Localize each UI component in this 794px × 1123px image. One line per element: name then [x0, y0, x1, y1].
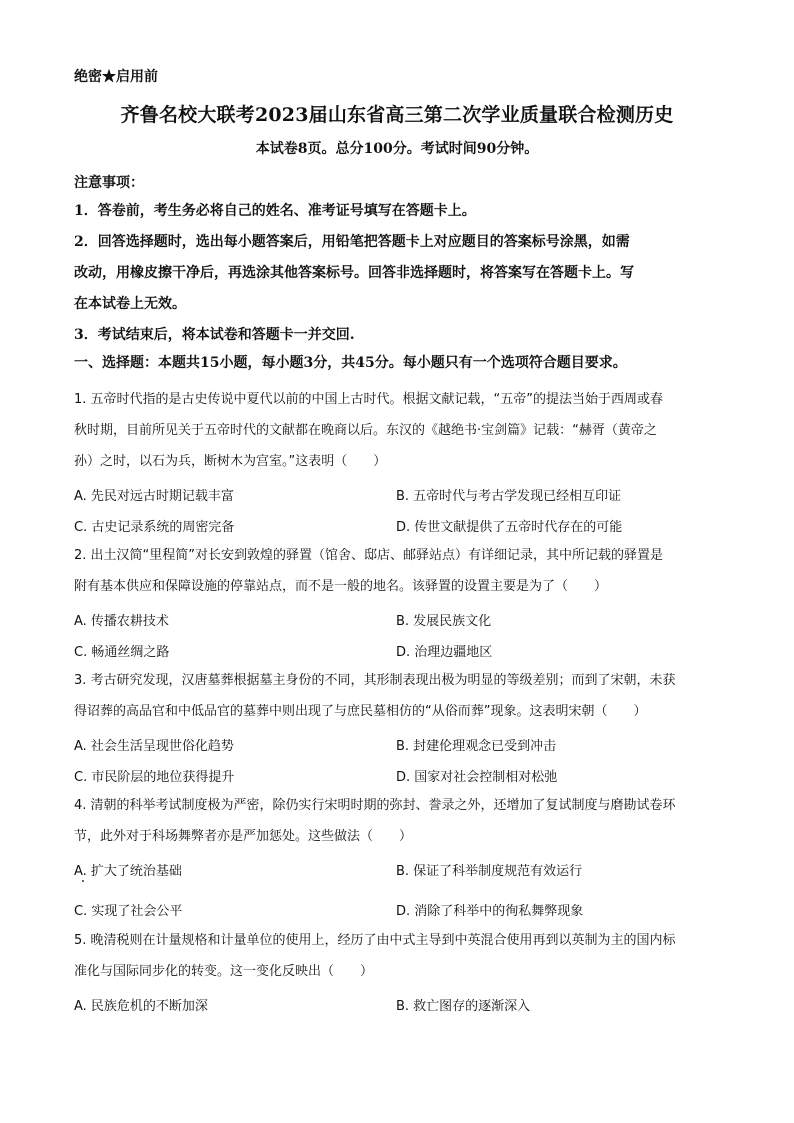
question-3-option-a[interactable]: A. 社会生活呈现世俗化趋势: [74, 739, 234, 754]
question-line: 孙）之时，以石为兵，断树木为宫室。”这表明（ ）: [74, 454, 387, 469]
notice-item-3: 3．考试结束后，将本试卷和答题卡一并交回.: [74, 327, 355, 343]
question-2-option-a[interactable]: A. 传播农耕技术: [74, 614, 169, 629]
question-line: 2. 出土汉简“里程简”对长安到敦煌的驿置（馆舍、邸店、邮驿站点）有详细记录，其中所记载的驿置是: [74, 548, 664, 563]
question-1-stem: [74, 384, 722, 477]
notice-item-2-line: 在本试卷上无效。: [74, 296, 186, 312]
notice-item-2-line: 改动，用橡皮擦干净后，再选涂其他答案标号。回答非选择题时，将答案写在答题卡上。写: [74, 265, 634, 281]
question-3-option-b[interactable]: B. 封建伦理观念已受到冲击: [396, 739, 557, 754]
question-4-option-a[interactable]: A. 扩大了统治基础: [74, 864, 182, 879]
question-line: 得诏葬的高品官和中低品官的墓葬中则出现了与庶民墓相仿的“从俗而葬”现象。这表明宋朝（ ）: [74, 704, 647, 719]
question-line: 秋时期，目前所见关于五帝时代的文献都在晚商以后。东汉的《越绝书·宝剑篇》记载：“赫胥（黄帝之: [74, 423, 657, 438]
question-2-option-b[interactable]: B. 发展民族文化: [396, 614, 492, 629]
question-1-option-c[interactable]: C. 古史记录系统的周密完备: [74, 520, 235, 535]
question-4-stem: [74, 790, 722, 852]
section-heading: 一、选择题：本题共15小题，每小题3分，共45分。每小题只有一个选项符合题目要求。: [74, 355, 627, 371]
question-2-option-c[interactable]: C. 畅通丝绸之路: [74, 645, 170, 660]
question-5-option-a[interactable]: A. 民族危机的不断加深: [74, 999, 208, 1014]
notice-title: 注意事项：: [74, 175, 144, 191]
question-line: 附有基本供应和保障设施的停靠站点，而不是一般的地名。该驿置的设置主要是为了（ ）: [74, 579, 608, 594]
question-3-option-c[interactable]: C. 市民阶层的地位获得提升: [74, 770, 235, 785]
question-line: 5. 晚清税则在计量规格和计量单位的使用上，经历了由中式主导到中英混合使用再到以英制为主的国内标: [74, 933, 676, 948]
question-3-option-d[interactable]: D. 国家对社会控制相对松弛: [396, 770, 558, 785]
notice-item-2-line: 2．回答选择题时，选出每小题答案后，用铅笔把答题卡上对应题目的答案标号涂黑，如需: [74, 234, 630, 250]
question-2-option-d[interactable]: D. 治理边疆地区: [396, 645, 493, 660]
question-1-option-b[interactable]: B. 五帝时代与考古学发现已经相互印证: [396, 489, 622, 504]
question-4-option-d[interactable]: D. 消除了科举中的徇私舞弊现象: [396, 904, 584, 919]
exam-title: 齐鲁名校大联考2023届山东省高三第二次学业质量联合检测历史: [120, 104, 674, 126]
secret-label: 绝密★启用前: [74, 69, 158, 85]
question-5-option-b[interactable]: B. 救亡图存的逐渐深入: [396, 999, 531, 1014]
question-1-option-d[interactable]: D. 传世文献提供了五帝时代存在的可能: [396, 520, 623, 535]
scan-speck: [82, 880, 84, 882]
question-line: 4. 清朝的科举考试制度极为严密，除仍实行宋明时期的弥封、誊录之外，还增加了复试制度与磨勘试卷环: [74, 798, 676, 813]
question-2-stem: [74, 540, 722, 602]
question-line: 节，此外对于科场舞弊者亦是严加惩处。这些做法（ ）: [74, 829, 413, 844]
notice-item-2: [74, 227, 722, 320]
question-line: 1. 五帝时代指的是古史传说中夏代以前的中国上古时代。根据文献记载，“五帝”的提法当始于西周或春: [74, 392, 664, 407]
question-4-option-b[interactable]: B. 保证了科举制度规范有效运行: [396, 864, 583, 879]
question-1-option-a[interactable]: A. 先民对远古时期记载丰富: [74, 489, 234, 504]
question-5-stem: [74, 925, 722, 987]
question-line: 准化与国际同步化的转变。这一变化反映出（ ）: [74, 964, 374, 979]
question-3-stem: [74, 665, 722, 727]
question-line: 3. 考古研究发现，汉唐墓葬根据墓主身份的不同，其形制表现出极为明显的等级差别；而到了宋朝，未获: [74, 673, 676, 688]
question-4-option-c[interactable]: C. 实现了社会公平: [74, 904, 183, 919]
notice-item-1: 1．答卷前，考生务必将自己的姓名、准考证号填写在答题卡上。: [74, 203, 476, 219]
exam-subtitle: 本试卷8页。总分100分。考试时间90分钟。: [255, 141, 539, 157]
